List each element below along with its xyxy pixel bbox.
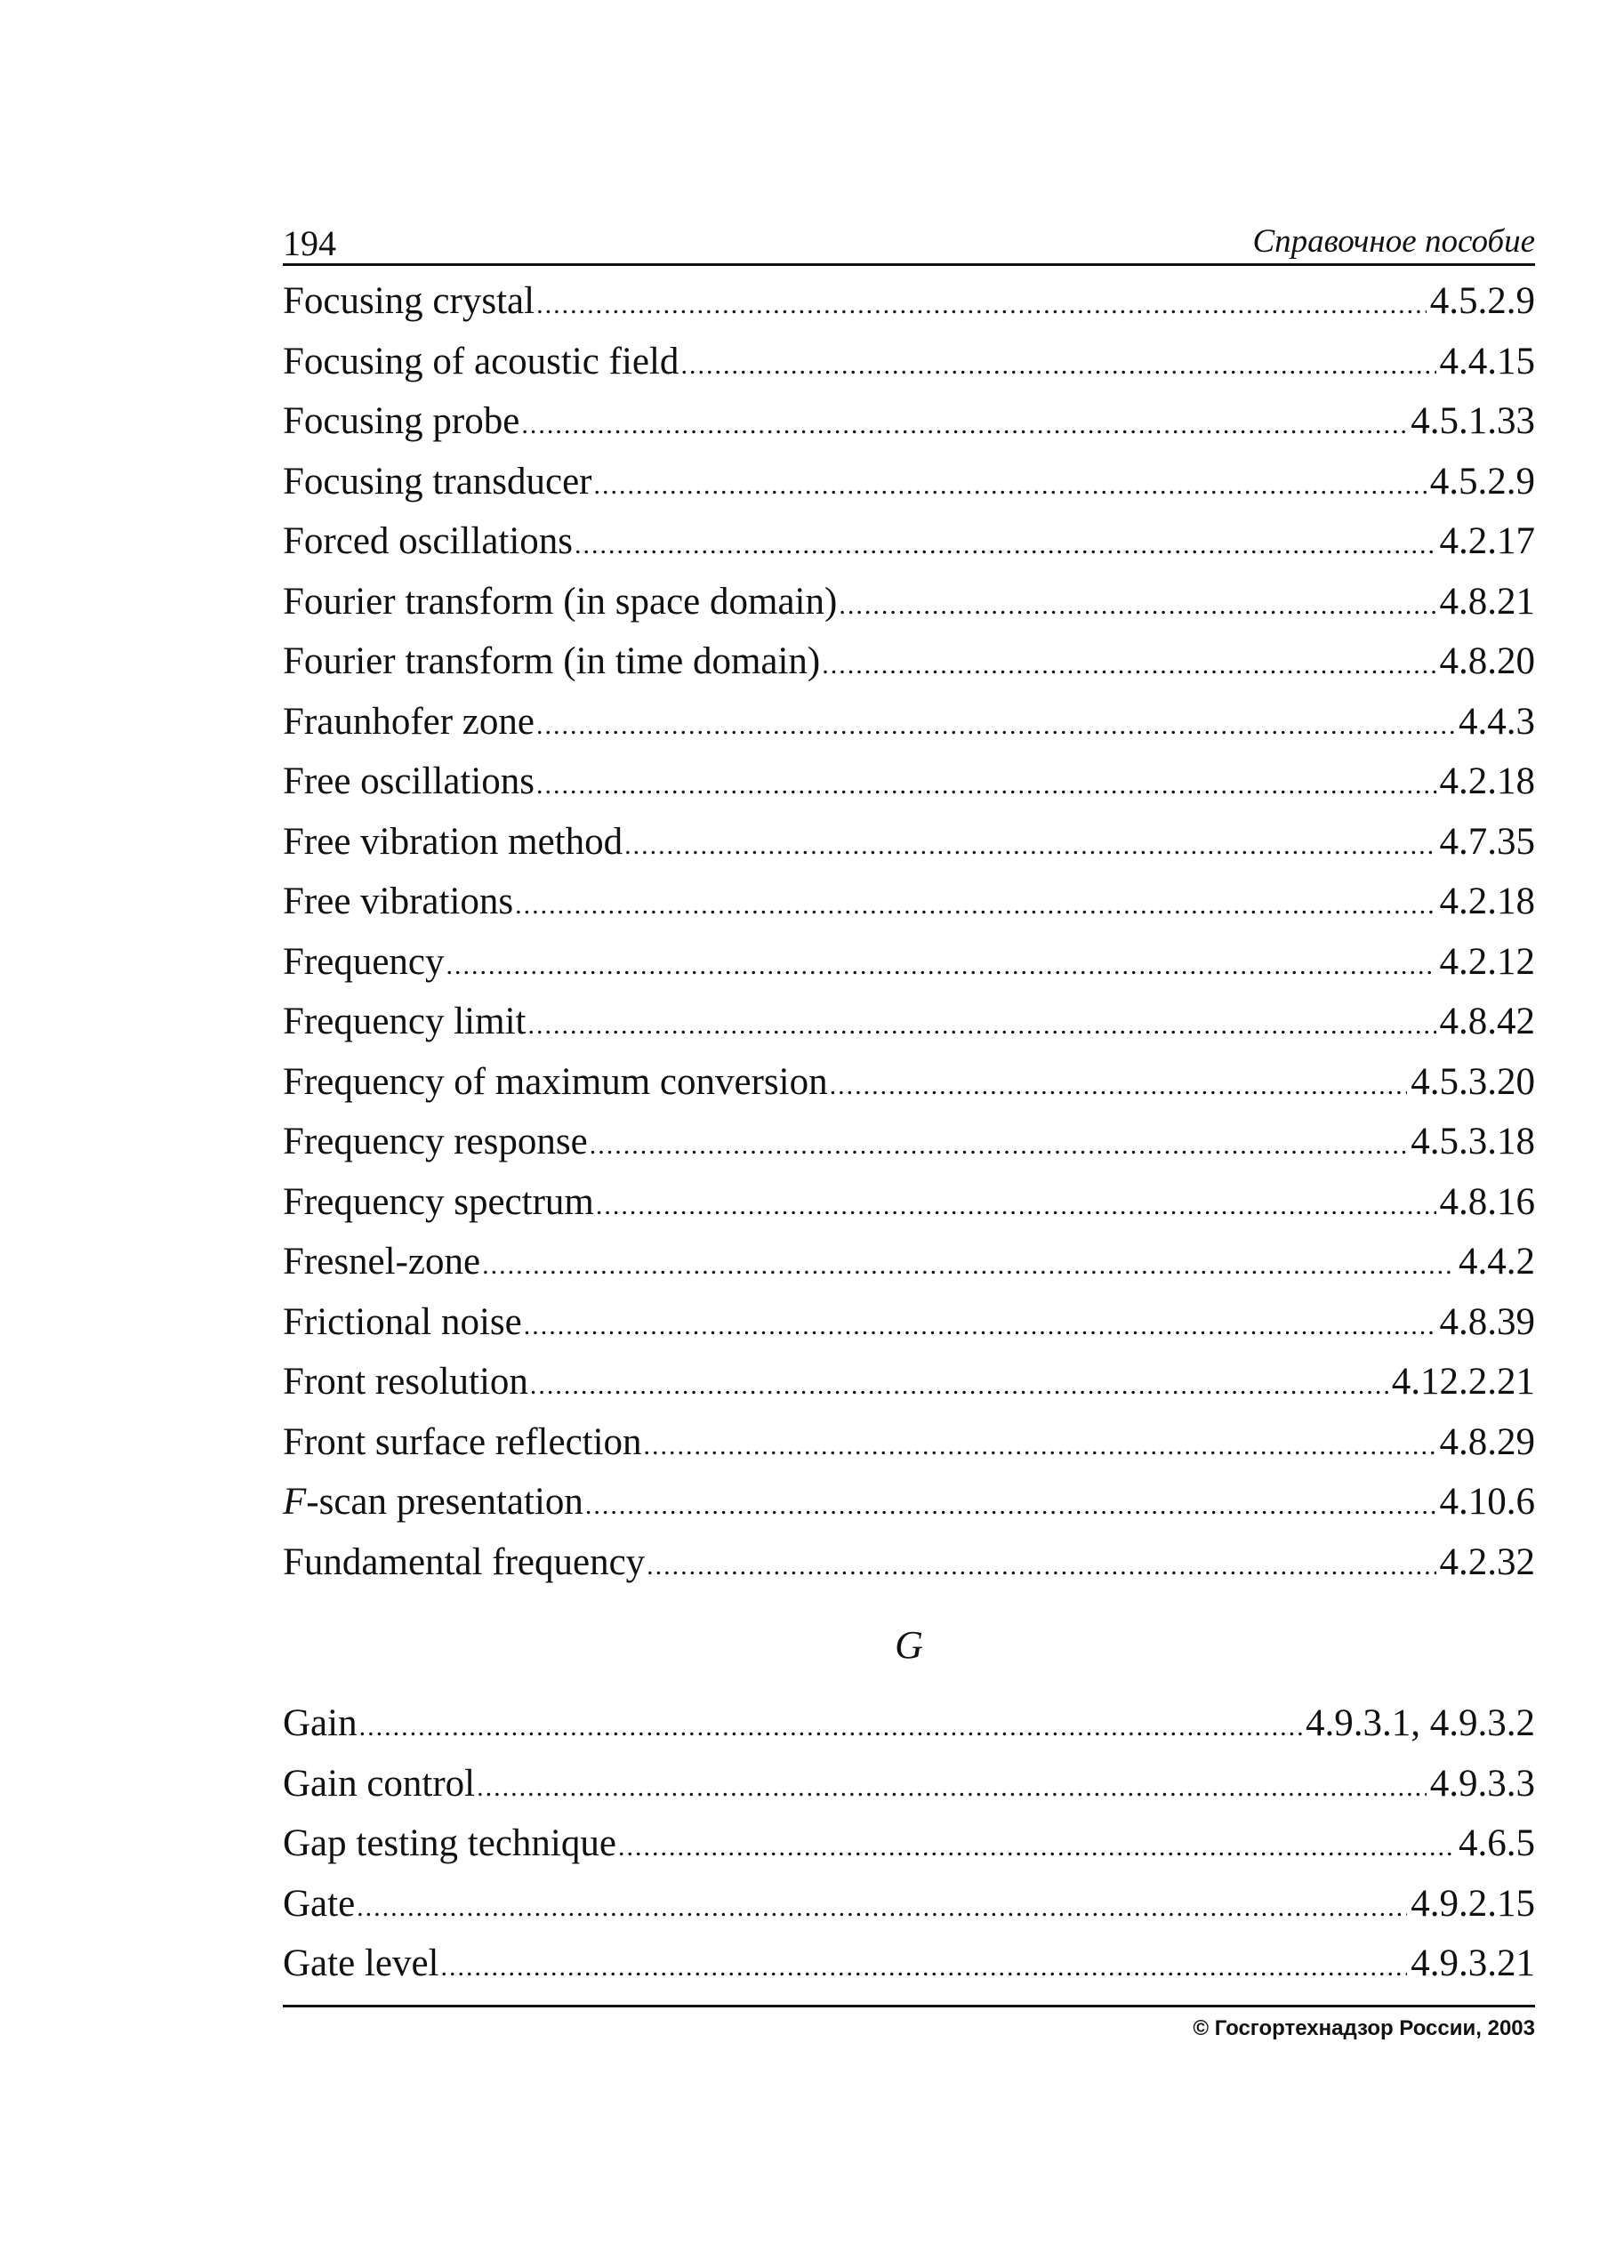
- index-entry: [283, 992, 1535, 1052]
- index-ref: 4.2.18: [1439, 760, 1535, 802]
- index-entry: [283, 1352, 1535, 1412]
- index-term: Frequency limit: [283, 1001, 527, 1042]
- index-term: Frictional noise: [283, 1300, 522, 1343]
- index-entry: [283, 1814, 1535, 1874]
- dot-leader: [839, 575, 1435, 636]
- index-ref: 4.8.39: [1439, 1300, 1535, 1343]
- index-ref: 4.8.20: [1439, 640, 1535, 682]
- index-entry: [283, 1874, 1535, 1934]
- dot-leader: [830, 1056, 1408, 1116]
- index-entry: [283, 692, 1535, 752]
- index-entry: [283, 452, 1535, 512]
- index-ref: 4.9.3.21: [1411, 1942, 1535, 1984]
- index-entry: [283, 271, 1535, 332]
- dot-leader: [822, 635, 1435, 696]
- page-number: 194: [283, 223, 336, 263]
- index-page: [283, 213, 1535, 2045]
- index-entry: [283, 511, 1535, 572]
- index-term: Focusing probe: [283, 400, 520, 442]
- dot-leader: [594, 455, 1427, 516]
- index-entry: [283, 872, 1535, 932]
- index-term: Focusing transducer: [283, 460, 592, 503]
- index-term: Fresnel-zone: [283, 1241, 481, 1283]
- index-term: Focusing crystal: [283, 280, 535, 322]
- dot-leader: [680, 335, 1435, 396]
- index-entry: [283, 1693, 1535, 1754]
- index-term: Gate level: [283, 1942, 439, 1984]
- index-ref: 4.4.3: [1459, 700, 1535, 743]
- index-term: Gain control: [283, 1762, 476, 1805]
- index-term: Fourier transform (in space domain): [283, 580, 838, 623]
- dot-leader: [647, 1536, 1435, 1596]
- index-ref: 4.5.3.18: [1411, 1121, 1535, 1162]
- dot-leader: [477, 1757, 1427, 1818]
- index-entry: [283, 1232, 1535, 1292]
- index-ref: 4.8.42: [1439, 1001, 1535, 1042]
- index-term: Forced oscillations: [283, 520, 574, 562]
- dot-leader: [536, 275, 1427, 335]
- index-term: Gain: [283, 1702, 358, 1744]
- index-term-rest: -scan presentation: [306, 1481, 583, 1523]
- index-ref: 4.4.15: [1439, 340, 1535, 382]
- index-ref: 4.2.12: [1439, 940, 1535, 983]
- index-entry: [283, 1292, 1535, 1353]
- index-entry: [283, 332, 1535, 392]
- dot-leader: [624, 816, 1435, 876]
- index-entry: [283, 631, 1535, 692]
- index-ref: 4.8.21: [1439, 580, 1535, 623]
- running-head: [283, 213, 1535, 266]
- index-ref: 4.2.17: [1439, 520, 1535, 562]
- index-ref: 4.5.1.33: [1411, 400, 1535, 442]
- index-term: Front resolution: [283, 1361, 528, 1403]
- index-ref: 4.5.2.9: [1429, 460, 1535, 503]
- section-letter: G: [895, 1623, 923, 1667]
- index-entry: [283, 932, 1535, 993]
- index-ref: 4.9.3.1, 4.9.3.2: [1306, 1702, 1535, 1744]
- index-term: Frequency spectrum: [283, 1180, 594, 1223]
- dot-leader: [482, 1235, 1455, 1296]
- index-list-f: [283, 271, 1535, 1592]
- dot-leader: [585, 1476, 1436, 1536]
- dot-leader: [590, 1115, 1408, 1176]
- index-ref: 4.4.2: [1459, 1241, 1535, 1283]
- index-ref: 4.5.2.9: [1429, 280, 1535, 322]
- index-term: Gap testing technique: [283, 1822, 616, 1864]
- index-term: Fundamental frequency: [283, 1540, 646, 1583]
- index-ref: 4.6.5: [1459, 1822, 1535, 1864]
- index-term-italic: F: [283, 1481, 307, 1523]
- index-entry: [283, 1472, 1535, 1532]
- index-entry: [283, 1532, 1535, 1593]
- index-term: Front surface reflection: [283, 1420, 642, 1463]
- dot-leader: [596, 1176, 1436, 1236]
- index-entry: [283, 572, 1535, 632]
- index-ref: 4.2.18: [1439, 881, 1535, 922]
- index-entry: [283, 1052, 1535, 1113]
- index-term: Frequency response: [283, 1121, 588, 1162]
- index-term: Free vibrations: [283, 881, 514, 922]
- index-ref: 4.9.2.15: [1411, 1882, 1535, 1925]
- footer-rule: [283, 2005, 1535, 2007]
- index-term: Fourier transform (in time domain): [283, 640, 821, 682]
- index-term: Focusing of acoustic field: [283, 340, 679, 382]
- index-entry: [283, 1172, 1535, 1233]
- index-ref: 4.10.6: [1439, 1481, 1535, 1523]
- index-term: Fraunhofer zone: [283, 700, 535, 743]
- index-list-g: [283, 1693, 1535, 1994]
- index-entry: [283, 1412, 1535, 1473]
- index-entry: [283, 812, 1535, 873]
- index-entry: [283, 391, 1535, 452]
- index-term: Frequency: [283, 940, 445, 983]
- dot-leader: [446, 936, 1436, 996]
- dot-leader: [515, 875, 1435, 936]
- index-ref: 4.8.29: [1439, 1420, 1535, 1463]
- dot-leader: [575, 515, 1435, 575]
- index-entry: [283, 1934, 1535, 1994]
- index-ref: 4.8.16: [1439, 1180, 1535, 1223]
- dot-leader: [524, 1296, 1436, 1356]
- dot-leader: [359, 1697, 1302, 1757]
- index-entry: [283, 752, 1535, 812]
- dot-leader: [618, 1817, 1455, 1878]
- dot-leader: [441, 1937, 1408, 1998]
- dot-leader: [644, 1416, 1436, 1476]
- index-term: Gate: [283, 1882, 356, 1925]
- index-term: Free oscillations: [283, 760, 535, 802]
- index-term: Frequency of maximum conversion: [283, 1060, 828, 1103]
- dot-leader: [530, 1355, 1388, 1416]
- index-ref: 4.7.35: [1439, 820, 1535, 863]
- dot-leader: [357, 1878, 1407, 1938]
- index-term: Free vibration method: [283, 820, 623, 863]
- dot-leader: [521, 395, 1407, 455]
- index-ref: 4.9.3.3: [1429, 1762, 1535, 1805]
- index-entry: [283, 1112, 1535, 1172]
- dot-leader: [536, 755, 1435, 816]
- dot-leader: [536, 696, 1455, 756]
- dot-leader: [527, 995, 1435, 1056]
- index-entry: [283, 1754, 1535, 1814]
- index-term: [283, 1472, 583, 1532]
- index-ref: 4.5.3.20: [1411, 1060, 1535, 1103]
- index-ref: 4.2.32: [1439, 1540, 1535, 1583]
- book-title: Справочное пособие: [1252, 223, 1535, 260]
- index-ref: 4.12.2.21: [1391, 1361, 1535, 1403]
- copyright-notice: © Госгортехнадзор России, 2003: [1193, 2015, 1535, 2040]
